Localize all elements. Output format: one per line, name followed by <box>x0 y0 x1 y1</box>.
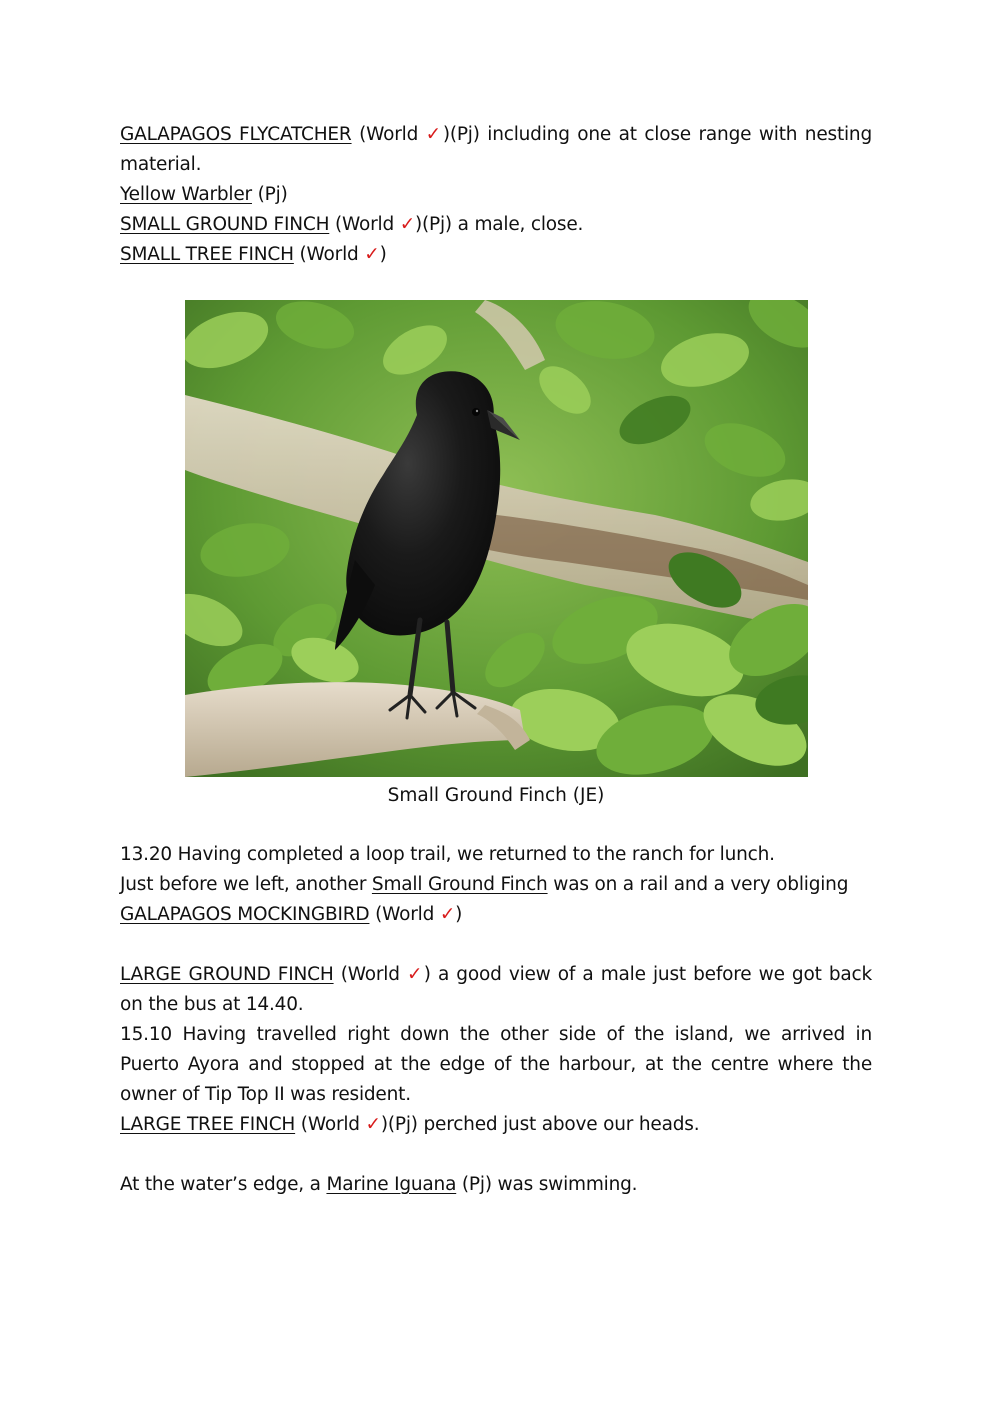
trip-narrative <box>120 840 872 1200</box>
bird-photo <box>185 300 808 777</box>
tick-icon: ✓ <box>406 964 424 985</box>
paragraph-small-tree-finch: SMALL TREE FINCH (World ✓) <box>120 244 387 265</box>
paragraph-small-ground-finch: SMALL GROUND FINCH (World ✓)(Pj) a male, close. <box>120 214 584 235</box>
paragraph-large-ground-finch: LARGE GROUND FINCH (World ✓) a good view of a male just before we got back on the bus at 14.40. <box>120 964 872 1015</box>
species-galapagos-flycatcher: GALAPAGOS FLYCATCHER <box>120 124 352 145</box>
paragraph-large-tree-finch: LARGE TREE FINCH (World ✓)(Pj) perched just above our heads. <box>120 1114 700 1135</box>
paragraph-yellow-warbler: Yellow Warbler (Pj) <box>120 184 288 205</box>
paragraph-before-left: Just before we left, another Small Ground Finch was on a rail and a very obliging <box>120 874 849 895</box>
paragraph-marine-iguana: At the water’s edge, a Marine Iguana (Pj) was swimming. <box>120 1174 638 1195</box>
tick-icon: ✓ <box>425 124 443 145</box>
tick-icon: ✓ <box>439 904 456 925</box>
tick-icon: ✓ <box>399 214 415 235</box>
blank-line <box>120 930 872 960</box>
species-list-top <box>120 120 872 270</box>
blank-line <box>120 1140 872 1170</box>
species-yellow-warbler: Yellow Warbler <box>120 184 252 205</box>
species-small-ground-finch-2: Small Ground Finch <box>371 874 548 895</box>
tick-icon: ✓ <box>365 1114 381 1135</box>
species-small-tree-finch: SMALL TREE FINCH <box>120 244 294 265</box>
species-marine-iguana: Marine Iguana <box>326 1174 457 1195</box>
tick-icon: ✓ <box>364 244 380 265</box>
species-large-tree-finch: LARGE TREE FINCH <box>120 1114 296 1135</box>
species-small-ground-finch: SMALL GROUND FINCH <box>120 214 330 235</box>
paragraph-loop-trail: 13.20 Having completed a loop trail, we returned to the ranch for lunch. <box>120 844 775 865</box>
photo-caption: Small Ground Finch (JE) <box>387 785 605 806</box>
species-galapagos-mockingbird: GALAPAGOS MOCKINGBIRD <box>120 904 370 925</box>
paragraph-flycatcher: GALAPAGOS FLYCATCHER (World ✓)(Pj) including one at close range with nesting material. <box>120 124 872 175</box>
species-large-ground-finch: LARGE GROUND FINCH <box>120 964 334 985</box>
small-ground-finch-image <box>185 300 808 777</box>
paragraph-mockingbird: GALAPAGOS MOCKINGBIRD (World ✓) <box>120 904 463 925</box>
paragraph-puerto-ayora: 15.10 Having travelled right down the other side of the island, we arrived in Puerto Ayora and stopped at the edge of the harbour, at the centre where the owner of Tip Top II was resident. <box>120 1024 872 1105</box>
